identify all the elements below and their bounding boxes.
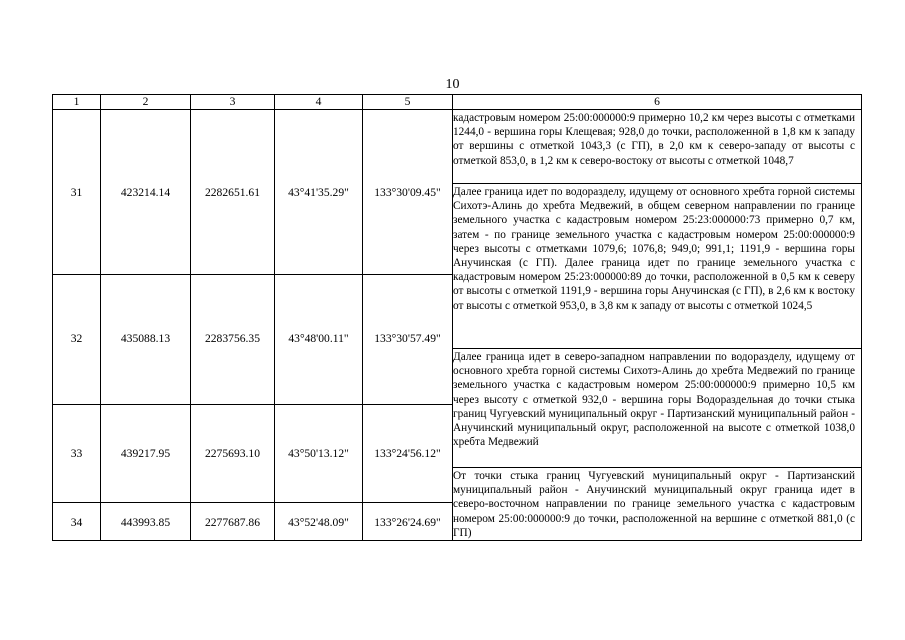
coordinate-y: 2283756.35 [204,332,261,345]
latitude: 43°41'35.29" [288,186,349,199]
row-divider [52,404,452,405]
boundary-description: Далее граница идет в северо-западном направлении по водоразделу, идущему от основного хребта горной системы Сихотэ-Алинь до хребта Медвежий по границе земельного участка с кадастровым номером 25:00:000000:9 примерно 10,5 км через высоту с отметкой 932,0 - вершина горы Водораздельная до точки стыка границ Чугуевский муниципальный округ - Партизанский муниципальный район - Анучинский муниципальный округ, расположенной на высоте с отметкой 1038,0 хребта Медвежий [453,351,855,449]
coordinate-y: 2275693.10 [204,447,261,460]
column-header: 4 [315,95,322,108]
coordinate-x: 423214.14 [120,186,171,199]
longitude: 133°26'24.69" [374,516,441,529]
column-header: 2 [142,95,149,108]
boundary-description: кадастровым номером 25:00:000000:9 примерно 10,2 км через высоты с отметками 1244,0 - вершина горы Клещевая; 928,0 до точки, расположенной в 1,8 км к западу от вершины с отметкой 1043,3 (с ГП), в 2,0 км к северо-западу от высоты с отметкой 853,0, в 1,2 км к северо-востоку от высоты с отметкой 1048,7 [453,112,855,167]
column-header: 6 [654,95,660,108]
column-header: 3 [229,95,236,108]
longitude: 133°30'57.49" [374,332,441,345]
table-border-left [52,94,53,541]
desc-divider [452,348,862,349]
boundary-table [52,94,862,541]
row-divider [52,502,452,503]
coordinate-x: 435088.13 [120,332,171,345]
latitude: 43°48'00.11" [288,332,349,345]
column-divider [274,94,275,541]
coordinate-y: 2282651.61 [204,186,261,199]
coordinate-x: 443993.85 [120,516,171,529]
desc-divider [452,467,862,468]
point-number: 34 [70,516,83,529]
coordinate-x: 439217.95 [120,447,171,460]
latitude: 43°52'48.09" [288,516,349,529]
table-border-bottom [52,540,862,541]
longitude: 133°30'09.45" [374,186,441,199]
column-divider [100,94,101,541]
column-header: 1 [73,95,80,108]
column-header: 5 [404,95,411,108]
point-number: 32 [70,332,83,345]
page-number: 10 [445,77,460,92]
header-row-divider [52,109,862,110]
desc-divider [452,183,862,184]
coordinate-y: 2277687.86 [204,516,261,529]
table-border-right [861,94,862,541]
boundary-description: От точки стыка границ Чугуевский муниципальный округ - Партизанский муниципальный район - Анучинский муниципальный округ граница идет в северо-восточном направлении по границе земельного участка с кадастровым номером 25:00:000000:9 до точки, расположенной на вершине с отметкой 881,0 (с ГП) [453,470,855,539]
longitude: 133°24'56.12" [374,447,441,460]
column-divider [362,94,363,541]
point-number: 33 [70,447,83,460]
point-number: 31 [70,186,83,199]
boundary-description: Далее граница идет по водоразделу, идущему от основного хребта горной системы Сихотэ-Алинь до хребта Медвежий, в общем северном направлении по границе земельного участка с кадастровым номером 25:23:000000:73 примерно 0,7 км, затем - по границе земельного участка с кадастровым номером 25:00:000000:9 через высоты с отметками 1079,6; 1076,8; 949,0; 991,1; 1191,9 - вершина горы Анучинская (с ГП). Далее граница идет по границе земельного участка с кадастровым номером 25:23:000000:89 до точки, расположенной в 0,5 км к северу от высоты с отметкой 1191,9 - вершина горы Анучинская (с ГП), в 2,6 км к востоку от высоты с отметкой 953,0, в 3,8 км к западу от высоты с отметкой 1024,5 [453,186,855,312]
row-divider [52,274,452,275]
column-divider [190,94,191,541]
latitude: 43°50'13.12" [288,447,349,460]
